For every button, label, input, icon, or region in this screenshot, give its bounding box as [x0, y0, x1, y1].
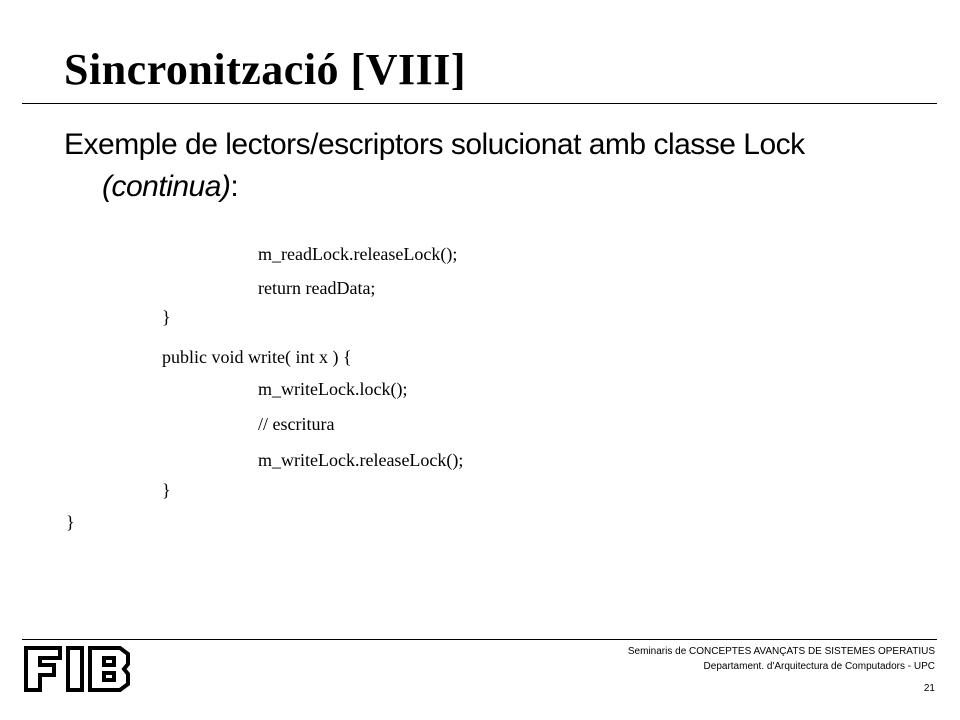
title-divider	[22, 103, 937, 104]
subtitle-italic: (continua)	[102, 170, 231, 203]
fib-logo-icon	[24, 646, 134, 697]
page-number: 21	[923, 683, 935, 694]
code-line: m_writeLock.releaseLock();	[258, 450, 464, 470]
code-line: }	[162, 480, 171, 500]
subtitle-continuation	[64, 166, 924, 208]
code-line: }	[66, 512, 75, 532]
footer-department: Departament. d'Arquitectura de Computadors - UPC	[703, 661, 935, 672]
code-line: m_readLock.releaseLock();	[258, 244, 458, 264]
code-line: return readData;	[258, 278, 376, 298]
code-line: m_writeLock.lock();	[258, 379, 408, 399]
slide-title: Sincronització [VIII]	[64, 45, 467, 94]
subtitle-text: Exemple de lectors/escriptors solucionat amb classe Lock	[64, 128, 805, 161]
code-line: // escritura	[258, 414, 335, 434]
code-line: }	[162, 307, 171, 327]
footer-divider	[22, 639, 937, 640]
subtitle-colon: :	[230, 170, 239, 203]
footer-course: Seminaris de CONCEPTES AVANÇATS DE SISTEMES OPERATIUS	[627, 646, 935, 657]
slide-subtitle	[64, 124, 924, 208]
code-line: public void write( int x ) {	[162, 347, 352, 367]
